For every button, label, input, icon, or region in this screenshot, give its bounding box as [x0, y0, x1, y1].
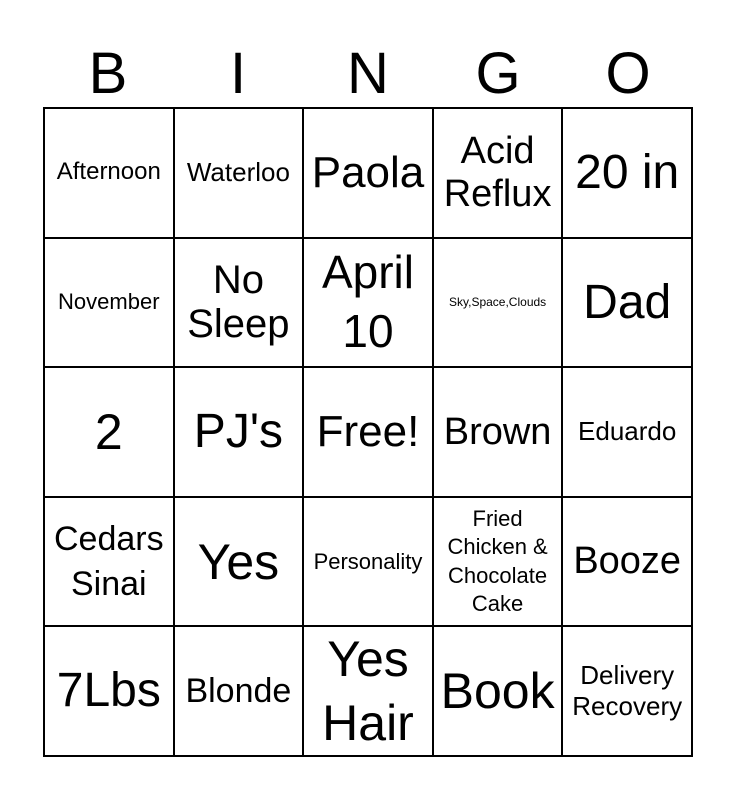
cell-text: Dad — [583, 275, 672, 329]
cell-text: Delivery Recovery — [572, 660, 683, 722]
bingo-cell-r4c5[interactable] — [562, 497, 692, 627]
bingo-cell-r3c2[interactable] — [174, 367, 304, 497]
cell-text: Yes Hair — [322, 631, 414, 752]
cell-text: 2 — [94, 403, 123, 460]
cell-text: Afternoon — [56, 158, 161, 186]
bingo-cell-r4c3[interactable] — [303, 497, 433, 627]
cell-text: PJ's — [193, 405, 283, 459]
bingo-cell-r5c2[interactable] — [174, 626, 304, 756]
cell-text: Eduardo — [578, 416, 677, 447]
header-letter-n: N — [347, 41, 389, 106]
bingo-cell-r4c4[interactable] — [433, 497, 563, 627]
bingo-cell-r2c4[interactable] — [433, 238, 563, 368]
bingo-cell-r2c5[interactable] — [562, 238, 692, 368]
cell-text: Acid Reflux — [443, 130, 552, 215]
cell-text: No Sleep — [187, 257, 290, 347]
bingo-cell-r2c1[interactable] — [44, 238, 174, 368]
cell-text: Blonde — [185, 672, 292, 711]
header-letter-i: I — [229, 41, 247, 106]
header-letter-b: B — [88, 41, 128, 106]
cell-text: 7Lbs — [56, 664, 161, 718]
cell-text: Fried Chicken & Chocolate Cake — [447, 506, 548, 616]
cell-text: Paola — [311, 148, 425, 198]
bingo-cell-r3c1[interactable] — [44, 367, 174, 497]
bingo-cell-r4c1[interactable] — [44, 497, 174, 627]
bingo-cell-r1c2[interactable] — [174, 108, 304, 238]
bingo-cell-r5c4[interactable] — [433, 626, 563, 756]
cell-text: 20 in — [575, 145, 680, 199]
bingo-cell-r1c5[interactable] — [562, 108, 692, 238]
bingo-cell-r4c2[interactable] — [174, 497, 304, 627]
free-space-text: Free! — [316, 407, 420, 457]
bingo-cell-r1c1[interactable] — [44, 108, 174, 238]
cell-text: Sky,Space,Clouds — [449, 294, 547, 309]
header-letter-g: G — [475, 41, 521, 106]
bingo-cell-r1c4[interactable] — [433, 108, 563, 238]
cell-text: Waterloo — [186, 157, 290, 188]
cell-text: Yes — [197, 533, 280, 590]
bingo-cell-r2c3[interactable] — [303, 238, 433, 368]
bingo-cell-free[interactable] — [303, 367, 433, 497]
bingo-cell-r2c2[interactable] — [174, 238, 304, 368]
bingo-card — [43, 107, 693, 757]
cell-text: Cedars Sinai — [54, 520, 164, 603]
cell-text: Booze — [573, 540, 682, 583]
cell-text: Brown — [443, 410, 552, 453]
header-letter-o: O — [605, 41, 651, 106]
bingo-cell-r1c3[interactable] — [303, 108, 433, 238]
bingo-cell-r3c5[interactable] — [562, 367, 692, 497]
bingo-header — [43, 40, 693, 108]
bingo-cell-r5c1[interactable] — [44, 626, 174, 756]
cell-text: Book — [440, 663, 555, 720]
cell-text: November — [58, 289, 160, 315]
bingo-cell-r5c3[interactable] — [303, 626, 433, 756]
bingo-cell-r5c5[interactable] — [562, 626, 692, 756]
cell-text: Personality — [313, 548, 423, 574]
bingo-cell-r3c4[interactable] — [433, 367, 563, 497]
cell-text: April 10 — [321, 245, 414, 358]
